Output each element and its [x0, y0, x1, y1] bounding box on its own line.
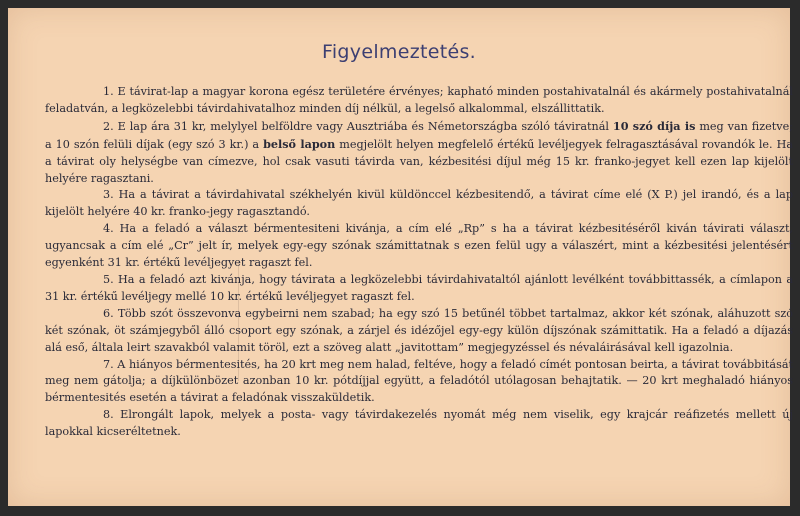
- paragraph-text: 3. Ha a távirat a távirdahivatal székhelyén kivül küldönccel kézbesitendő, a távirat címe elé (X P.) jel irandó, és a lap kijelölt helyére 40 kr. franko-jegy ragasztandó.: [45, 188, 793, 219]
- notice-paragraph-7: [45, 357, 793, 408]
- notice-paragraph-3: [45, 187, 793, 221]
- bold-text: belső lapon: [263, 136, 336, 151]
- notice-paragraph-6: [45, 306, 793, 357]
- notice-paragraph-8: [45, 407, 793, 441]
- notice-paragraph-2: [45, 118, 793, 188]
- paragraph-text: 4. Ha a feladó a választ bérmentesiteni kivánja, a cím elé „Rp” s ha a távirat kézbesitéséről kiván távirati választ, ugyancsak a cím elé „Cr” jelt ír, melyek egy-egy szónak számittatnak s ezen felül ugy a válaszért, mint a kézbesitési jelentésért egyenként 31 kr. értékű levéljegyet ragaszt fel.: [45, 222, 793, 270]
- paragraph-text: 7. A hiányos bérmentesités, ha 20 krt meg nem halad, feltéve, hogy a feladó címét pontosan beirta, a távirat továbbitását meg nem gátolja; a díjkülönbözet azonban 10 kr. pótdíjjal együtt, a feladótól utólagosan behajtatik. — 20 krt meghaladó hiányos bérmentesités esetén a távirat a feladónak visszaküldetik.: [45, 357, 793, 405]
- paragraph-text: 1. E távirat-lap a magyar korona egész területére érvényes; kapható minden postahivatalnál és akármely postahivatalnál feladatván, a legközelebbi távirdahivatalhoz minden díj nélkül, a legelső alkalommal, elszállittatik.: [45, 85, 793, 115]
- notice-paragraph-5: [45, 272, 793, 306]
- page-title: Figyelmeztetés.: [322, 41, 476, 63]
- paragraph-text: 2. E lap ára 31 kr, melylyel belföldre vagy Ausztriába és Németországba szóló táviratnál: [103, 119, 613, 133]
- paragraph-text: 5. Ha a feladó azt kivánja, hogy távirata a legközelebbi távirdahivataltól ajánlott levélként továbbittassék, a címlapon a 31 kr. értékű levéljegy mellé 10 kr. értékű levéljegyet ragaszt fel.: [45, 272, 793, 303]
- notice-paragraph-4: [45, 221, 793, 272]
- telegram-card: [8, 8, 793, 506]
- bold-text: 10 szó díja is: [612, 118, 696, 133]
- paragraph-text: meg van fizetve; a 10 szón felüli díjak (egy szó 3 kr.) a: [45, 119, 793, 151]
- paragraph-text: 8. Elrongált lapok, melyek a posta- vagy távirdakezelés nyomát még nem viselik, egy krajcár reáfizetés mellett új lapokkal kicseréltetnek.: [45, 408, 793, 439]
- notice-body: [45, 84, 793, 441]
- notice-paragraph-1: [45, 84, 793, 118]
- paragraph-text: megjelölt helyen megfelelő értékű levéljegyek felragasztásával rovandók le. Ha a távirat oly helységbe van címezve, hol csak vasuti távirda van, kézbesitési díjul még 15 kr. franko-jegyet kell ezen lap kijelölt helyére ragasztani.: [45, 137, 793, 185]
- paragraph-text: 6. Több szót összevonva egybeirni nem szabad; ha egy szó 15 betűnél többet tartalmaz, akkor két szónak, aláhuzott szó két szónak, öt számjegyből álló csoport egy szónak, a zárjel és idézőjel egy-egy külön díjszónak számittatik. Ha a feladó a díjazás alá eső, általa leirt szavakból valamit töröl, ezt a szöveg alatt „javitottam” megjegyzéssel és névaláirásával kell igazolnia.: [45, 306, 793, 354]
